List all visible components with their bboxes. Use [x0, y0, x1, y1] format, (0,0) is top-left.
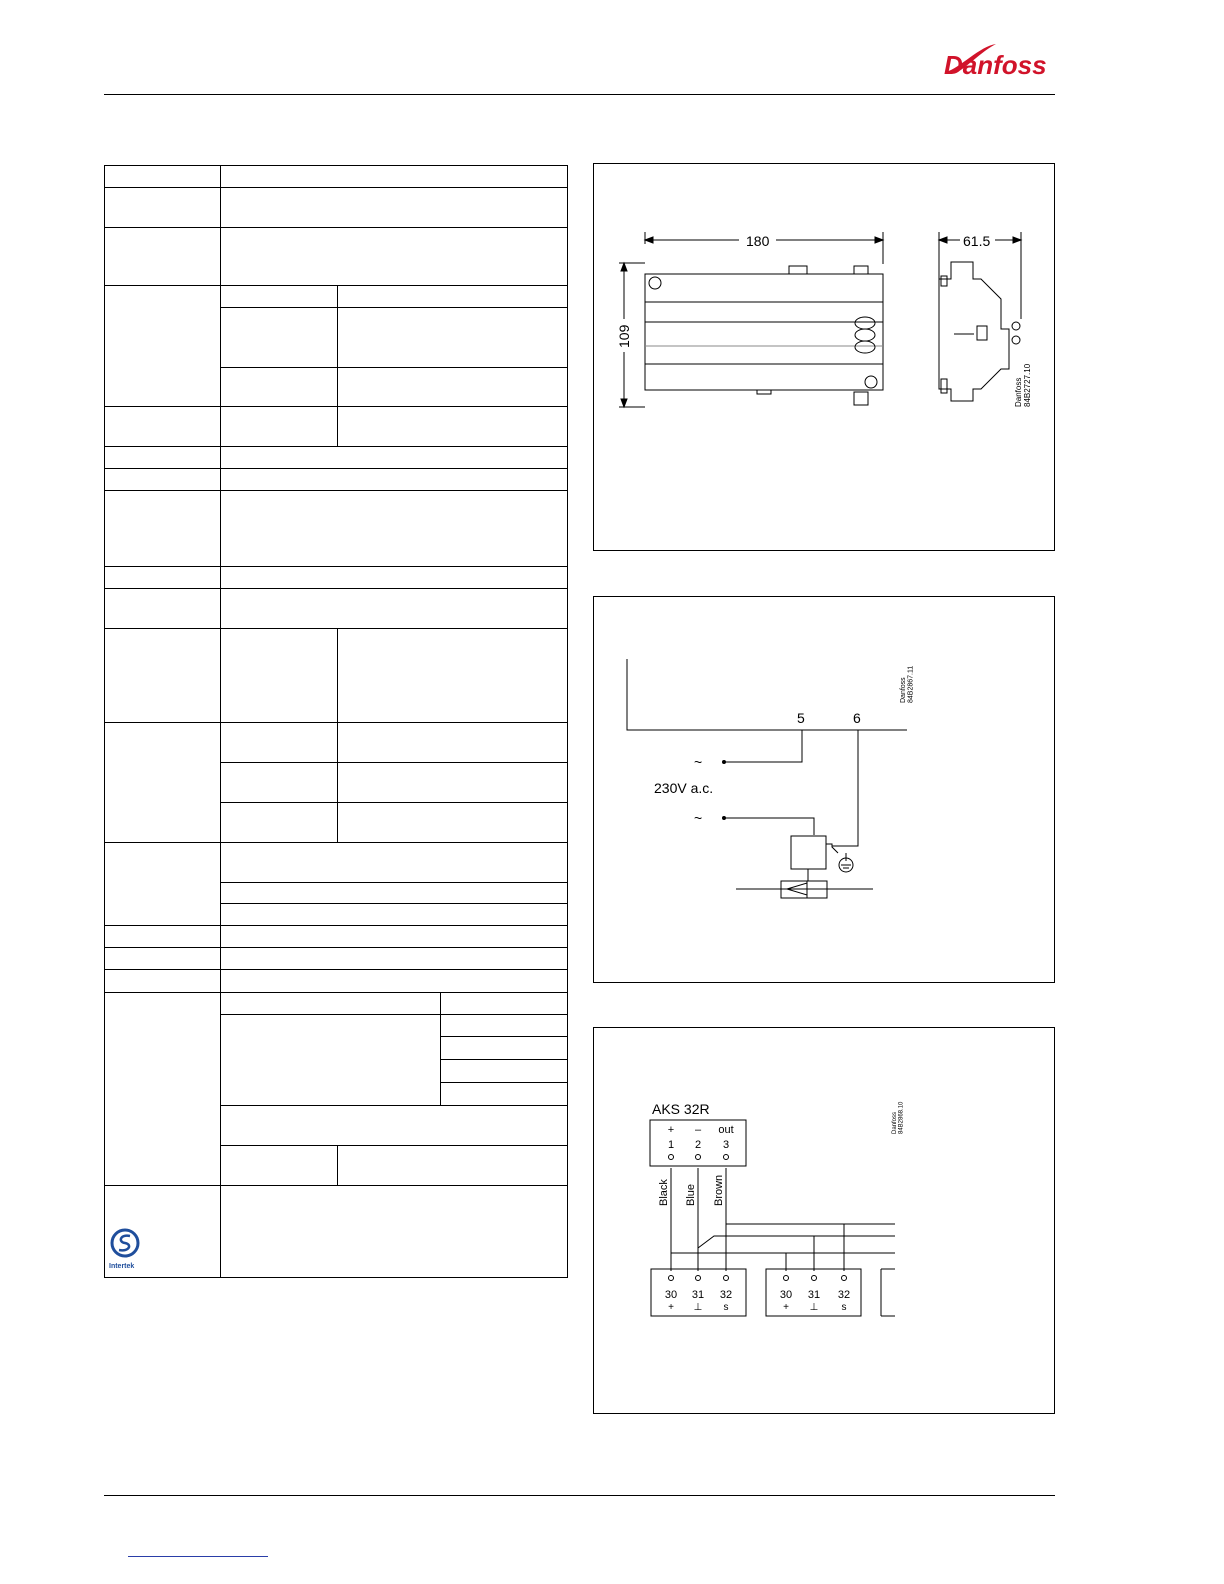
table-cell — [338, 1146, 568, 1186]
table-cell — [105, 469, 221, 491]
terminal-dot — [669, 1155, 674, 1160]
table-cell — [338, 368, 568, 407]
terminal-dot — [724, 1276, 729, 1281]
wire-color-label: Blue — [685, 1183, 697, 1206]
controller-terminal-sign: ⊥ — [693, 1302, 703, 1313]
table-cell — [338, 407, 568, 447]
wire-color-label: Brown — [713, 1174, 725, 1206]
table-cell — [105, 629, 221, 723]
table-cell — [221, 491, 568, 567]
table-cell — [221, 567, 568, 589]
table-cell — [221, 188, 568, 228]
sensor-pin-number: 3 — [722, 1139, 730, 1151]
table-cell — [105, 166, 221, 188]
table-row — [105, 491, 568, 567]
drawing-reference: Danfoss84B2867.11 — [900, 665, 915, 703]
table-cell — [221, 308, 338, 368]
sensor-pin-sign: out — [718, 1124, 734, 1136]
table-cell — [221, 763, 338, 803]
valve-connection-diagram — [594, 597, 1056, 984]
sensor-pin-sign: + — [667, 1124, 675, 1136]
sensor-pin-sign: – — [694, 1124, 702, 1136]
table-cell — [221, 589, 568, 629]
terminal-dot — [696, 1276, 701, 1281]
logo-wordmark: Danfoss — [944, 50, 1047, 80]
table-row — [105, 469, 568, 491]
table-cell — [105, 970, 221, 993]
table-cell — [105, 491, 221, 567]
controller-terminal-number: 31 — [691, 1289, 705, 1301]
table-cell — [105, 843, 221, 926]
terminal-dot — [724, 1155, 729, 1160]
sensor-name: AKS 32R — [652, 1101, 710, 1117]
height-dimension-label: 109 — [616, 324, 632, 348]
table-cell — [221, 723, 338, 763]
table-cell — [338, 308, 568, 368]
table-row — [105, 188, 568, 228]
table-cell — [221, 843, 568, 883]
table-cell — [105, 188, 221, 228]
ac-symbol-top: ~ — [694, 754, 703, 770]
footer-rule — [104, 1495, 1055, 1496]
table-cell — [221, 883, 568, 904]
table-cell — [338, 629, 568, 723]
table-cell — [105, 228, 221, 286]
table-cell — [105, 926, 221, 948]
sensor-wiring-figure — [593, 1027, 1055, 1414]
table-cell — [105, 286, 221, 407]
table-row — [105, 447, 568, 469]
terminal-dot — [812, 1276, 817, 1281]
terminal-dot — [696, 1155, 701, 1160]
table-cell — [105, 948, 221, 970]
dimensions-figure — [593, 163, 1055, 551]
table-row — [105, 589, 568, 629]
sensor-pin-number: 1 — [667, 1139, 675, 1151]
table-cell — [221, 368, 338, 407]
terminal-6-label: 6 — [853, 710, 861, 726]
wire-color-label: Black — [658, 1179, 670, 1206]
table-cell — [441, 1083, 568, 1106]
width-dimension-label: 180 — [746, 233, 770, 249]
table-row — [105, 567, 568, 589]
controller-terminal-number: 32 — [719, 1289, 733, 1301]
ac-symbol-bottom: ~ — [694, 810, 703, 826]
controller-terminal-number: 30 — [664, 1289, 678, 1301]
sensor-wiring-diagram — [594, 1028, 1056, 1415]
supply-voltage-label: 230V a.c. — [654, 780, 714, 796]
table-row — [105, 843, 568, 883]
table-cell — [221, 1186, 568, 1278]
specification-table — [104, 165, 568, 1278]
dimensions-drawing — [594, 164, 1056, 552]
table-cell — [441, 1060, 568, 1083]
danfoss-logo — [940, 38, 1056, 84]
table-cell — [105, 993, 221, 1186]
terminal-dot — [784, 1276, 789, 1281]
drawing-reference: Danfoss84B2727.10 — [1014, 363, 1032, 407]
intertek-mark-icon — [108, 1226, 148, 1272]
table-row — [105, 970, 568, 993]
table-cell — [338, 803, 568, 843]
valve-connection-figure — [593, 596, 1055, 983]
table-cell — [221, 1106, 568, 1146]
controller-terminal-number: 32 — [837, 1289, 851, 1301]
table-cell — [441, 1037, 568, 1060]
table-cell — [105, 407, 221, 447]
controller-terminal-sign: s — [723, 1302, 729, 1313]
controller-terminal-number: 31 — [807, 1289, 821, 1301]
sensor-pin-number: 2 — [694, 1139, 702, 1151]
table-cell — [105, 567, 221, 589]
controller-terminal-sign: + — [668, 1302, 674, 1313]
table-cell — [221, 286, 338, 308]
table-row — [105, 228, 568, 286]
table-row — [105, 948, 568, 970]
drawing-reference: Danfoss84B2868.10 — [892, 1101, 905, 1134]
terminal-dot — [842, 1276, 847, 1281]
footer-link-underline[interactable] — [128, 1556, 268, 1557]
table-cell — [105, 723, 221, 843]
table-row — [105, 407, 568, 447]
table-cell — [221, 904, 568, 926]
table-cell — [221, 629, 338, 723]
terminal-5-label: 5 — [797, 710, 805, 726]
table-row — [105, 166, 568, 188]
table-cell — [221, 970, 568, 993]
table-row — [105, 629, 568, 723]
table-row — [105, 1186, 568, 1278]
table-cell — [221, 948, 568, 970]
table-row — [105, 926, 568, 948]
table-cell — [221, 1015, 441, 1106]
table-cell — [338, 723, 568, 763]
table-row — [105, 993, 568, 1015]
table-row — [105, 286, 568, 308]
table-cell — [221, 803, 338, 843]
table-cell — [105, 1186, 221, 1278]
table-cell — [221, 469, 568, 491]
controller-terminal-number: 30 — [779, 1289, 793, 1301]
table-cell — [221, 447, 568, 469]
header-rule — [104, 94, 1055, 95]
table-cell — [441, 993, 568, 1015]
table-cell — [221, 228, 568, 286]
intertek-label: Intertek — [109, 1263, 135, 1270]
table-cell — [441, 1015, 568, 1037]
table-row — [105, 723, 568, 763]
depth-dimension-label: 61.5 — [963, 233, 991, 249]
controller-terminal-sign: s — [841, 1302, 847, 1313]
controller-terminal-sign: ⊥ — [809, 1302, 819, 1313]
terminal-dot — [669, 1276, 674, 1281]
table-cell — [338, 286, 568, 308]
controller-terminal-sign: + — [783, 1302, 789, 1313]
table-cell — [221, 1146, 338, 1186]
table-cell — [338, 763, 568, 803]
table-cell — [221, 926, 568, 948]
table-cell — [221, 993, 441, 1015]
table-cell — [221, 407, 338, 447]
table-cell — [221, 166, 568, 188]
table-cell — [105, 589, 221, 629]
table-cell — [105, 447, 221, 469]
